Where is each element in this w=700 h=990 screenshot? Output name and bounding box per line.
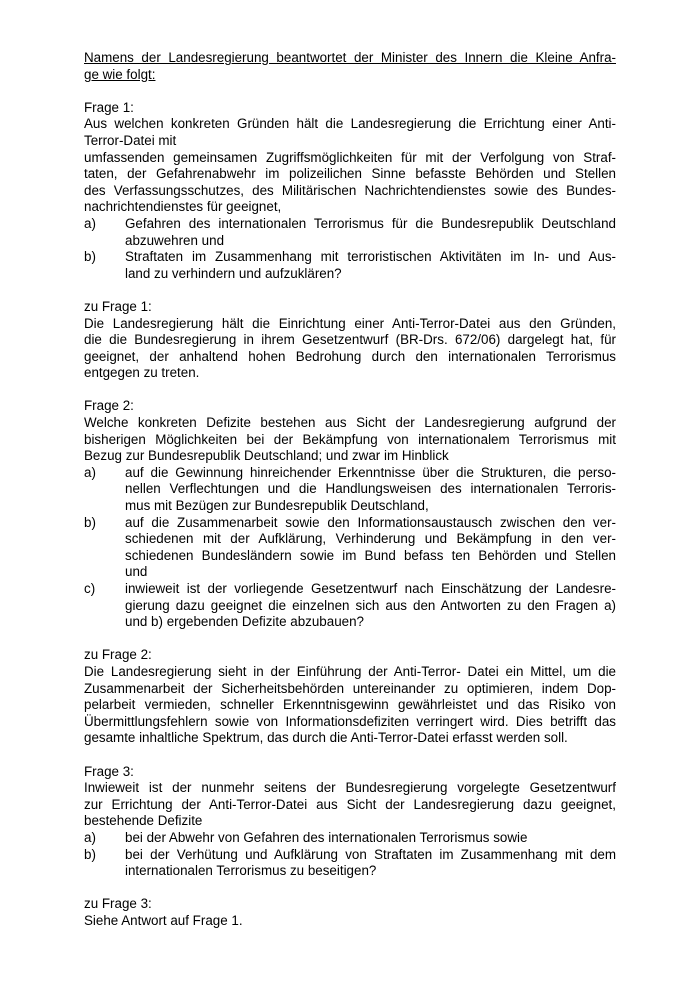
question-heading: Frage 1:: [84, 99, 134, 115]
paragraph-line: Siehe Antwort auf Frage 1.: [84, 912, 243, 928]
list-line: auf die Zusammenarbeit sowie den Informationsaustausch zwischen den ver-: [125, 514, 616, 530]
intro-heading: [84, 50, 616, 83]
paragraph-line: nachrichtendienstes für geeignet,: [84, 199, 282, 215]
list-item: [84, 830, 616, 847]
paragraph-line: Die Landesregierung hält die Einrichtung einer Anti-Terror-Datei aus den Gründen,: [84, 315, 616, 331]
paragraph-line: bisherigen Möglichkeiten bei der Bekämpfung von internationalem Terrorismus mit: [84, 431, 616, 447]
list-item: [84, 216, 616, 249]
answer-heading: zu Frage 2:: [84, 647, 152, 663]
paragraph-line: Zusammenarbeit der Sicherheitsbehörden untereinander zu optimieren, indem Dop-: [84, 680, 616, 696]
paragraph-line: des Verfassungsschutzes, des Militärischen Nachrichtendienstes sowie des Bundes-: [84, 182, 616, 198]
list-line: bei der Abwehr von Gefahren des internationalen Terrorismus sowie: [125, 829, 528, 845]
paragraph-line: Terror-Datei mit: [84, 132, 177, 148]
list-line: Gefahren des internationalen Terrorismus für die Bundesrepublik Deutschland: [125, 215, 616, 231]
intro-line: Namens der Landesregierung beantwortet der Minister des Innern die Kleine Anfra-: [84, 50, 616, 65]
list-line: auf die Gewinnung hinreichender Erkenntnisse über die Strukturen, die perso-: [125, 464, 616, 480]
list-label: b): [84, 249, 96, 265]
paragraph-line: Die Landesregierung sieht in der Einführung der Anti-Terror- Datei ein Mittel, um die: [84, 663, 616, 679]
list-item: [84, 847, 616, 880]
list-line: mus mit Bezügen zur Bundesrepublik Deutschland,: [125, 498, 429, 514]
list-label: a): [84, 464, 96, 480]
list-label: a): [84, 829, 96, 845]
list-item: [84, 515, 616, 581]
paragraph-line: taten, der Gefahrenabwehr im polizeilichen Sinne befasste Behörden und Stellen: [84, 166, 616, 182]
intro-line: ge wie folgt:: [84, 66, 156, 82]
list-line: abzuwehren und: [125, 232, 225, 248]
question-3: [84, 764, 616, 880]
paragraph-line: die die Bundesregierung in ihrem Gesetzentwurf (BR-Drs. 672/06) dargelegt hat, für: [84, 332, 616, 348]
list-item: [84, 249, 616, 282]
answer-1: [84, 299, 616, 382]
answer-3: [84, 896, 616, 929]
list-line: inwieweit ist der vorliegende Gesetzentwurf nach Einschätzung der Landesre-: [125, 581, 616, 596]
list-line: schiedenen mit der Aufklärung, Verhinderung und Bekämpfung in den ver-: [125, 531, 616, 547]
list-item: [84, 465, 616, 515]
list-label: c): [84, 581, 96, 596]
list-line: bei der Verhütung und Aufklärung von Straftaten im Zusammenhang mit dem: [125, 846, 616, 862]
list-line: Straftaten im Zusammenhang mit terroristischen Aktivitäten im In- und Aus-: [125, 249, 616, 265]
paragraph-line: Welche konkreten Defizite bestehen aus Sicht der Landesregierung aufgrund der: [84, 415, 616, 431]
list-item: [84, 581, 616, 631]
paragraph-line: entgegen zu treten.: [84, 365, 200, 381]
list-line: gierung dazu geeignet die einzelnen sich aus den Antworten zu den Fragen a): [125, 597, 616, 613]
answer-2: [84, 647, 616, 747]
list-line: schiedenen Bundesländern sowie im Bund befass ten Behörden und Stellen: [125, 547, 616, 563]
list-line: land zu verhindern und aufzuklären?: [125, 265, 342, 281]
paragraph-line: pelarbeit vermieden, schneller Erkenntnisgewinn gewährleistet und das Risiko von: [84, 697, 616, 713]
answer-heading: zu Frage 1:: [84, 298, 152, 314]
paragraph-line: geeignet, der anhaltend hohen Bedrohung durch den internationalen Terrorismus: [84, 348, 616, 364]
answer-heading: zu Frage 3:: [84, 896, 152, 912]
paragraph-line: Bezug zur Bundesrepublik Deutschland; und zwar im Hinblick: [84, 448, 449, 464]
list-line: nellen Verflechtungen und die Handlungsweisen des internationalen Terroris-: [125, 481, 616, 497]
question-heading: Frage 2:: [84, 398, 134, 414]
list-line: internationalen Terrorismus zu beseitigen?: [125, 863, 377, 879]
list-label: a): [84, 215, 96, 231]
list-line: und: [125, 564, 148, 580]
question-2: [84, 398, 616, 630]
list-label: b): [84, 514, 96, 530]
question-1: [84, 100, 616, 283]
paragraph-line: Inwieweit ist der nunmehr seitens der Bundesregierung vorgelegte Gesetzentwurf: [84, 780, 616, 796]
paragraph-line: bestehende Defizite: [84, 813, 203, 829]
paragraph-line: gesamte inhaltliche Spektrum, das durch die Anti-Terror-Datei erfasst werden soll.: [84, 730, 568, 746]
paragraph-line: Aus welchen konkreten Gründen hält die Landesregierung die Errichtung einer Anti-: [84, 116, 616, 132]
paragraph-line: Übermittlungsfehlern sowie von Informationsdefiziten verringert wird. Dies betrifft das: [84, 713, 616, 729]
paragraph-line: zur Errichtung der Anti-Terror-Datei aus Sicht der Landesregierung dazu geeignet,: [84, 796, 616, 812]
question-heading: Frage 3:: [84, 763, 134, 779]
document-page: [84, 50, 616, 929]
list-line: und b) ergebenden Defizite abzubauen?: [125, 614, 364, 630]
list-label: b): [84, 846, 96, 862]
paragraph-line: umfassenden gemeinsamen Zugriffsmöglichkeiten für mit der Verfolgung von Straf-: [84, 149, 616, 165]
